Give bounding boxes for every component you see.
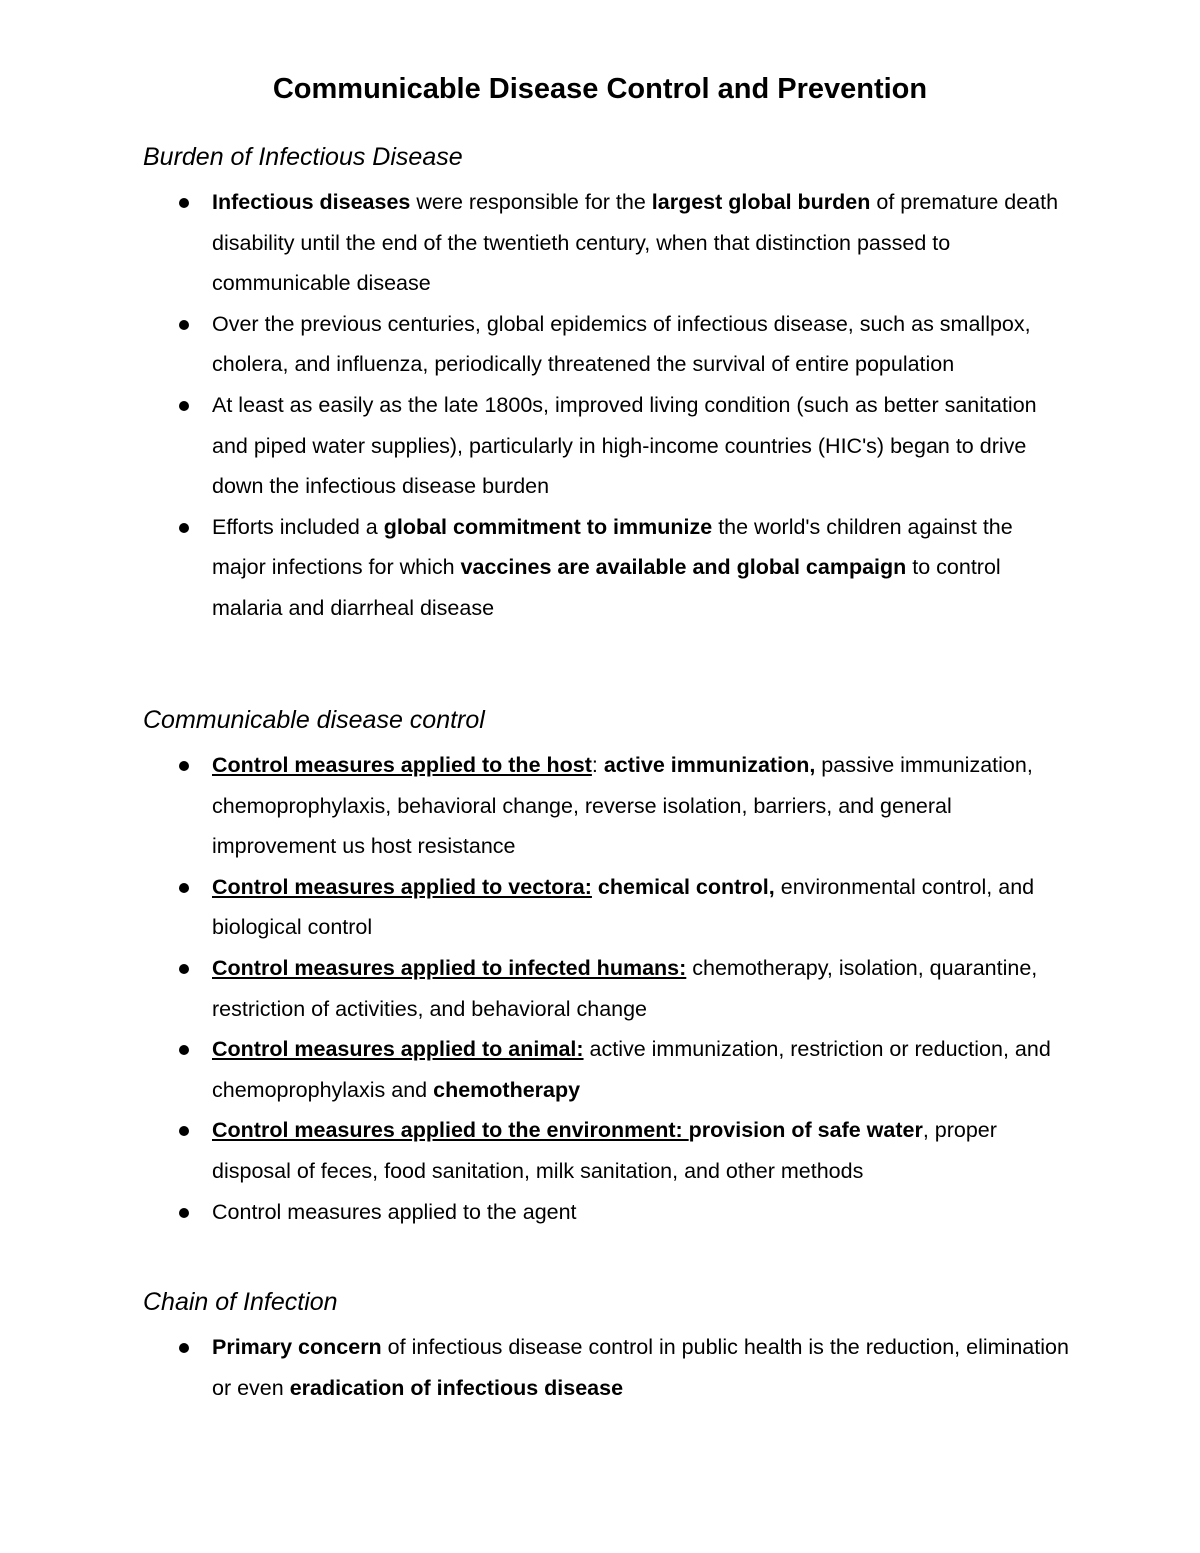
- section-heading-control: Communicable disease control: [143, 706, 485, 734]
- list-item: [0, 1192, 1200, 1233]
- section-heading-burden: Burden of Infectious Disease: [143, 143, 463, 171]
- bullet-dot-icon: [179, 1208, 189, 1218]
- text-run: Efforts included a: [212, 514, 384, 539]
- text-run: chemotherapy: [433, 1077, 581, 1102]
- text-run: Over the previous centuries, global epidemics of infectious disease, such as smallpox, cholera, and influenza, periodically threatened the survival of entire population: [212, 311, 1031, 377]
- bullet-dot-icon: [179, 401, 189, 411]
- bullet-dot-icon: [179, 964, 189, 974]
- text-run: of infectious disease control in public health is the reduction, elimination or even: [212, 1335, 1069, 1400]
- bullet-dot-icon: [179, 761, 189, 771]
- text-run: eradication of infectious disease: [289, 1375, 624, 1400]
- section-heading-chain: Chain of Infection: [143, 1288, 338, 1316]
- text-run: Infectious diseases: [212, 190, 411, 214]
- list-item: [0, 948, 1200, 1029]
- list-item: [0, 745, 1200, 867]
- bullet-dot-icon: [179, 320, 189, 330]
- text-run: the world's children against the major infections for which: [212, 514, 1013, 580]
- text-run: chemical control,: [597, 874, 775, 899]
- text-run: vaccines are available and global campaign: [460, 555, 907, 580]
- text-run: Control measures applied to vectora:: [212, 874, 592, 899]
- bullet-dot-icon: [179, 883, 189, 893]
- bullet-dot-icon: [179, 523, 189, 533]
- text-run: to control malaria and diarrheal disease: [212, 555, 1001, 620]
- bullet-dot-icon: [179, 1045, 189, 1055]
- text-run: provision of safe water: [688, 1118, 923, 1143]
- bullet-dot-icon: [179, 1126, 189, 1136]
- text-run: :: [591, 753, 604, 777]
- text-run: largest global burden: [651, 190, 871, 214]
- list-item: [0, 182, 1200, 304]
- text-run: active immunization, restriction or reduction, and chemoprophylaxis and: [212, 1037, 1051, 1102]
- bullet-list-burden: [0, 182, 1200, 629]
- text-run: were responsible for the: [410, 190, 652, 214]
- text-run: Control measures applied to infected humans:: [212, 955, 687, 980]
- list-item: [0, 304, 1200, 385]
- text-run: active immunization,: [603, 753, 816, 777]
- text-run: Control measures applied to animal:: [212, 1037, 584, 1062]
- text-run: chemotherapy, isolation, quarantine, restriction of activities, and behavioral change: [212, 955, 1038, 1021]
- document-title: Communicable Disease Control and Prevention: [272, 73, 928, 105]
- list-item: [0, 1029, 1200, 1110]
- text-run: Primary concern: [212, 1335, 382, 1359]
- text-run: At least as easily as the late 1800s, improved living condition (such as better sanitation and piped water supplies), particularly in high-income countries (HIC's) began to drive down the infectious disease burden: [212, 392, 1037, 499]
- list-item: [0, 507, 1200, 629]
- list-item: [0, 1327, 1200, 1408]
- text-run: Control measures applied to the environment:: [212, 1118, 689, 1143]
- text-run: environmental control, and biological control: [212, 874, 1035, 940]
- text-run: of premature death disability until the end of the twentieth century, when that distinction passed to communicable disease: [212, 190, 1059, 296]
- text-run: passive immunization, chemoprophylaxis, behavioral change, reverse isolation, barriers, and general improvement us host resistance: [212, 753, 1033, 859]
- bullet-list-chain: [0, 1327, 1200, 1408]
- bullet-dot-icon: [179, 1343, 189, 1353]
- list-item: [0, 867, 1200, 948]
- text-run: Control measures applied to the host: [212, 753, 592, 777]
- list-item: [0, 1110, 1200, 1191]
- text-run: , proper disposal of feces, food sanitation, milk sanitation, and other methods: [212, 1118, 997, 1183]
- text-run: global commitment to immunize: [383, 514, 713, 539]
- bullet-list-control: [0, 745, 1200, 1232]
- text-run: Control measures applied to the agent: [212, 1199, 577, 1224]
- list-item: [0, 385, 1200, 507]
- bullet-dot-icon: [179, 198, 189, 208]
